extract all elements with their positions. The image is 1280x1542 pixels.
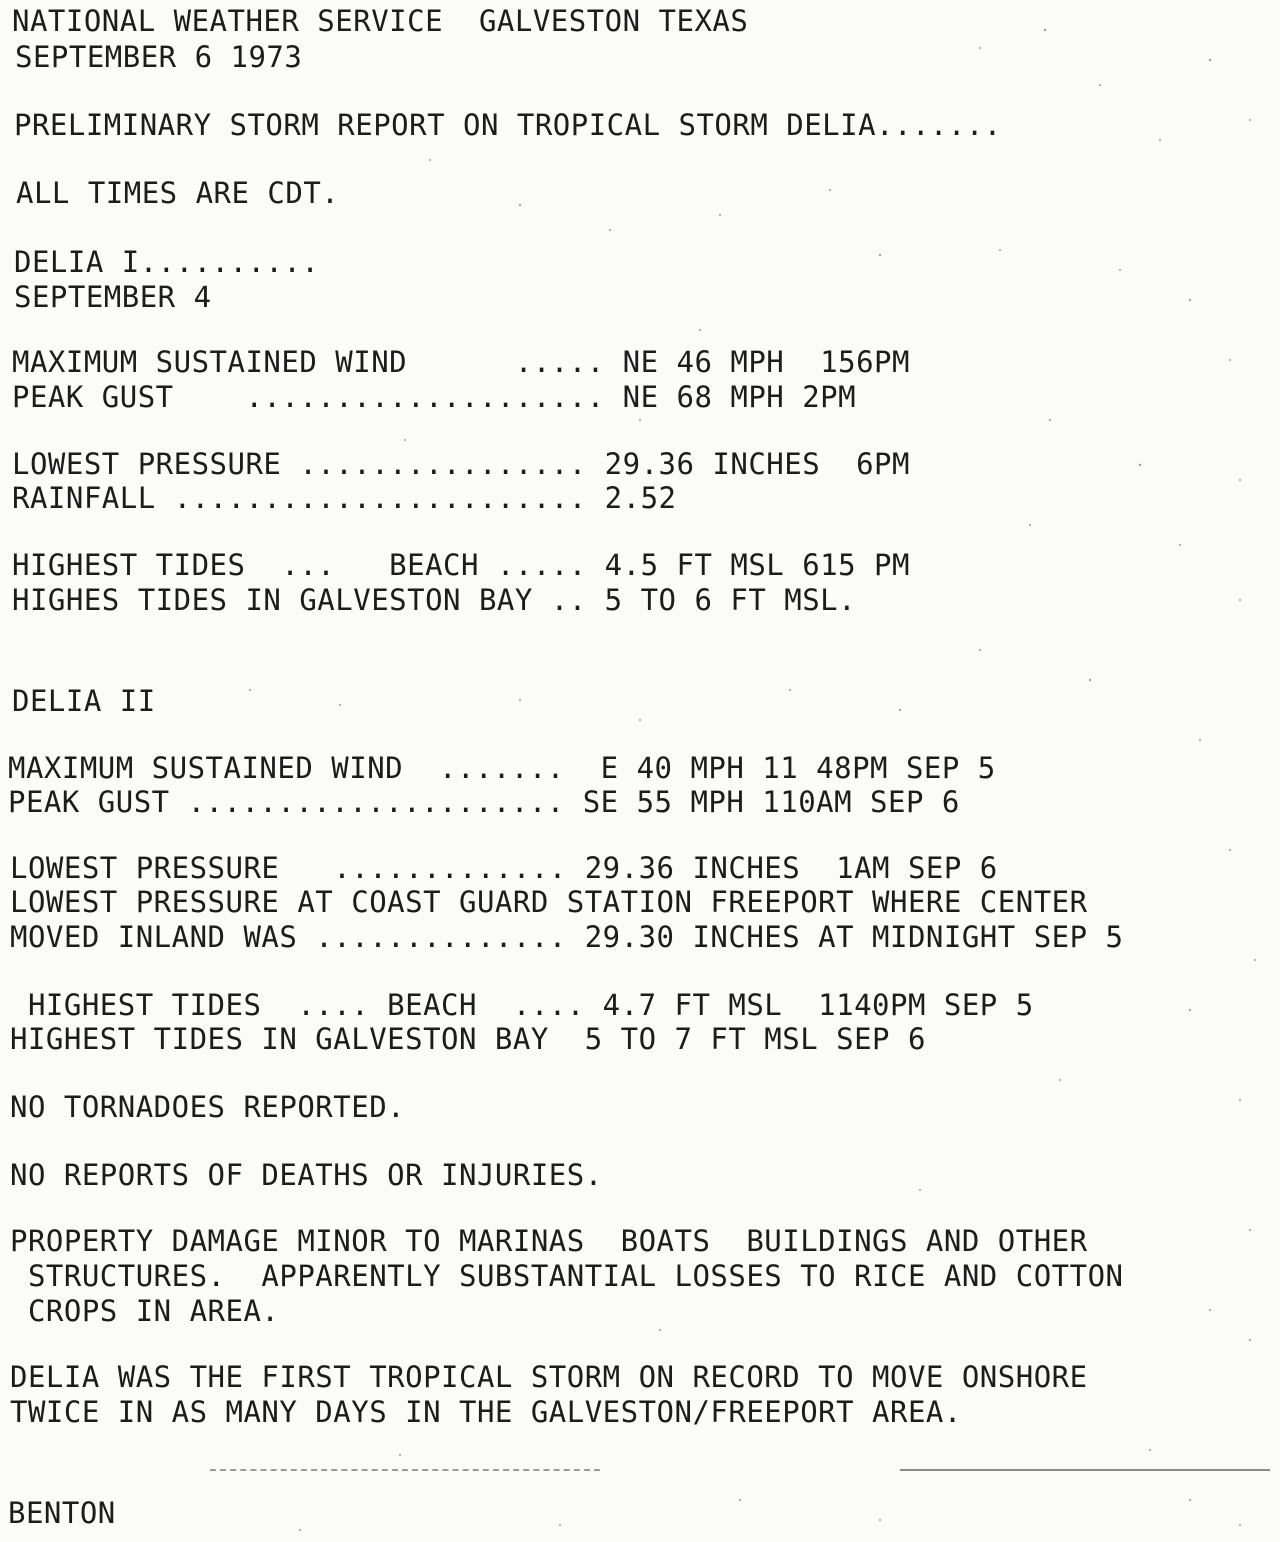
- delia-1-rainfall: RAINFALL ....................... 2.52: [12, 481, 677, 515]
- delia-1-tides-bay: HIGHES TIDES IN GALVESTON BAY .. 5 TO 6 FT MSL.: [12, 583, 857, 617]
- delia-2-coast-guard-line-1: LOWEST PRESSURE AT COAST GUARD STATION FREEPORT WHERE CENTER: [10, 885, 1088, 919]
- casualty-remark: NO REPORTS OF DEATHS OR INJURIES.: [10, 1158, 603, 1192]
- office-header: NATIONAL WEATHER SERVICE GALVESTON TEXAS: [12, 4, 749, 38]
- delia-2-tides-bay: HIGHEST TIDES IN GALVESTON BAY 5 TO 7 FT MSL SEP 6: [10, 1022, 926, 1056]
- separator-right: [900, 1469, 1270, 1471]
- tornado-remark: NO TORNADOES REPORTED.: [10, 1090, 406, 1124]
- delia-2-tides-beach: HIGHEST TIDES .... BEACH .... 4.7 FT MSL 1140PM SEP 5: [10, 988, 1034, 1022]
- delia-2-heading: DELIA II: [12, 684, 156, 718]
- delia-2-lowest-pressure: LOWEST PRESSURE ............. 29.36 INCHES 1AM SEP 6: [10, 851, 998, 885]
- damage-line-3: CROPS IN AREA.: [10, 1294, 280, 1328]
- delia-2-max-wind: MAXIMUM SUSTAINED WIND ....... E 40 MPH 11 48PM SEP 5: [8, 751, 996, 785]
- delia-1-peak-gust: PEAK GUST .................... NE 68 MPH 2PM: [12, 380, 857, 414]
- delia-1-date: SEPTEMBER 4: [14, 280, 212, 314]
- record-line-1: DELIA WAS THE FIRST TROPICAL STORM ON RECORD TO MOVE ONSHORE: [10, 1360, 1088, 1394]
- record-line-2: TWICE IN AS MANY DAYS IN THE GALVESTON/FREEPORT AREA.: [10, 1395, 962, 1429]
- delia-1-tides-beach: HIGHEST TIDES ... BEACH ..... 4.5 FT MSL 615 PM: [12, 548, 910, 582]
- delia-2-coast-guard-line-2: MOVED INLAND WAS .............. 29.30 INCHES AT MIDNIGHT SEP 5: [10, 920, 1124, 954]
- delia-1-max-wind: MAXIMUM SUSTAINED WIND ..... NE 46 MPH 156PM: [12, 345, 910, 379]
- damage-line-1: PROPERTY DAMAGE MINOR TO MARINAS BOATS BUILDINGS AND OTHER: [10, 1224, 1088, 1258]
- time-note: ALL TIMES ARE CDT.: [16, 176, 340, 210]
- delia-1-lowest-pressure: LOWEST PRESSURE ................ 29.36 INCHES 6PM: [12, 447, 910, 481]
- delia-1-heading: DELIA I..........: [14, 245, 320, 279]
- delia-2-peak-gust: PEAK GUST ..................... SE 55 MPH 110AM SEP 6: [8, 785, 960, 819]
- header-date: SEPTEMBER 6 1973: [15, 40, 303, 74]
- signature: BENTON: [8, 1496, 116, 1530]
- report-title: PRELIMINARY STORM REPORT ON TROPICAL STORM DELIA.......: [14, 108, 1002, 142]
- damage-line-2: STRUCTURES. APPARENTLY SUBSTANTIAL LOSSES TO RICE AND COTTON: [10, 1259, 1124, 1293]
- separator-left: [210, 1469, 600, 1471]
